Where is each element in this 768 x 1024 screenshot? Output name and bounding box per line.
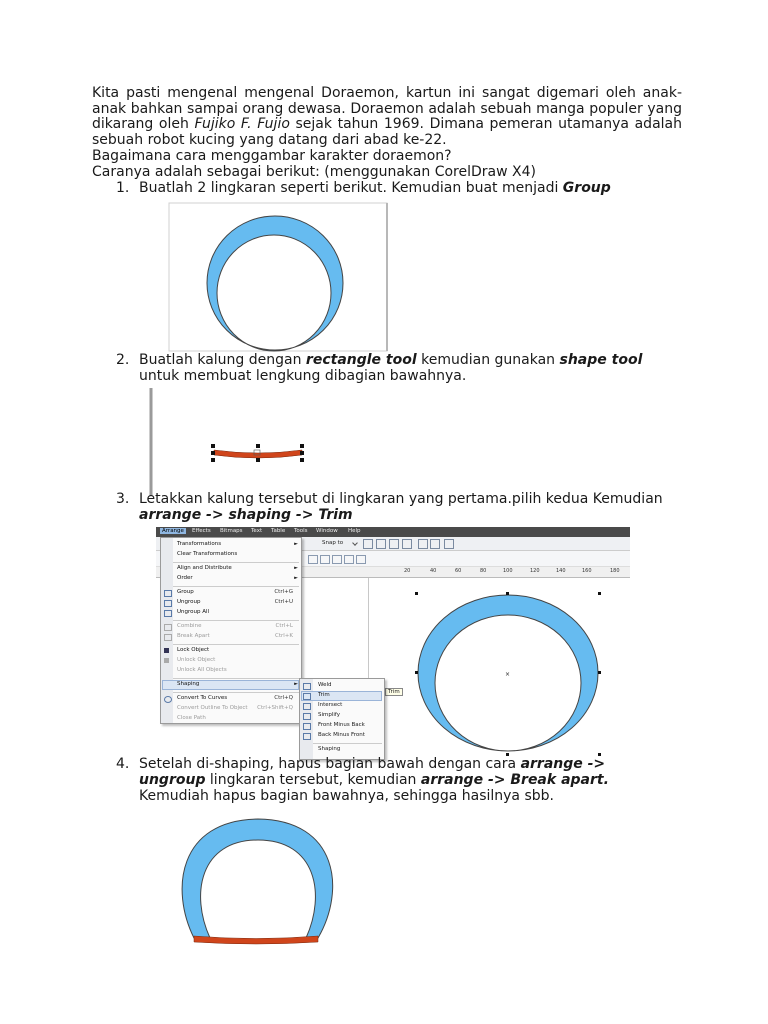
submenu-item-simplify[interactable]: Simplify xyxy=(318,712,341,718)
menu-item-ungroup-all[interactable]: Ungroup All xyxy=(177,609,210,615)
step-3-number: 3. xyxy=(116,491,130,507)
center-mark: × xyxy=(505,671,511,678)
ruler-label: 100 xyxy=(503,568,513,574)
break-apart-icon xyxy=(164,634,172,641)
menu-item-group[interactable]: Group xyxy=(177,589,194,595)
lock-icon xyxy=(164,648,169,653)
author-name: Fujiko F. Fujio xyxy=(194,116,290,133)
necklace-shape xyxy=(214,450,302,458)
submenu-item-intersect[interactable]: Intersect xyxy=(318,702,343,708)
step-3-text: Letakkan kalung tersebut di lingkaran yang pertama.pilih kedua Kemudian arrange -> shaping -> Trim xyxy=(139,491,663,523)
menu-bar xyxy=(156,527,630,537)
submenu-item-back-minus-front[interactable]: Back Minus Front xyxy=(318,732,365,738)
step-4-number: 4. xyxy=(116,756,130,772)
snap-to-dropdown[interactable]: Snap to xyxy=(322,540,344,546)
necklace-bottom xyxy=(194,936,318,944)
step-1-number: 1. xyxy=(116,180,130,196)
ruler-label: 140 xyxy=(556,568,566,574)
arch-shape xyxy=(182,819,333,938)
menu-item-close-path[interactable]: Close Path xyxy=(177,715,206,721)
unlock-icon xyxy=(164,658,169,663)
menu-item-convert-curves[interactable]: Convert To Curves xyxy=(177,695,228,701)
menu-item-break-apart[interactable]: Break Apart xyxy=(177,633,210,639)
ruler-label: 60 xyxy=(455,568,462,574)
ungroup-icon xyxy=(164,600,172,607)
intersect-icon xyxy=(303,703,311,710)
convert-curves-icon xyxy=(164,696,172,703)
ruler-label: 40 xyxy=(430,568,437,574)
submenu-trim-highlight xyxy=(301,691,382,701)
step-1-figure xyxy=(168,202,390,352)
tooltip-trim: Trim xyxy=(385,688,403,696)
question-line: Bagaimana cara menggambar karakter doraemon? xyxy=(92,148,452,164)
trim-icon xyxy=(303,693,311,700)
shaping-submenu xyxy=(299,678,385,760)
simplify-icon xyxy=(303,713,311,720)
menu-item-unlock-all[interactable]: Unlock All Objects xyxy=(177,667,227,673)
ruler-label: 120 xyxy=(530,568,540,574)
menu-window[interactable]: Window xyxy=(316,528,338,534)
group-icon xyxy=(164,590,172,597)
ruler-label: 180 xyxy=(610,568,620,574)
combine-icon xyxy=(164,624,172,631)
menu-tools[interactable]: Tools xyxy=(294,528,308,534)
menu-item-clear-transformations[interactable]: Clear Transformations xyxy=(177,551,238,557)
weld-icon xyxy=(303,683,311,690)
submenu-item-shaping[interactable]: Shaping xyxy=(318,746,341,752)
menu-item-lock-object[interactable]: Lock Object xyxy=(177,647,210,653)
intro-paragraph: Kita pasti mengenal mengenal Doraemon, kartun ini sangat digemari oleh anak-anak bahkan sampai orang dewasa. Doraemon adalah sebuah manga populer yang dikarang oleh Fujiko F. Fujio sejak tahun 1969. Dimana pemeran utamanya adalah sebuah robot kucing yang datang dari abad ke-22. xyxy=(92,85,682,148)
ruler-label: 160 xyxy=(582,568,592,574)
menu-item-combine[interactable]: Combine xyxy=(177,623,202,629)
ungroup-all-icon xyxy=(164,610,172,617)
menu-bitmaps[interactable]: Bitmaps xyxy=(220,528,243,534)
menu-item-unlock-object[interactable]: Unlock Object xyxy=(177,657,216,663)
submenu-item-front-minus-back[interactable]: Front Minus Back xyxy=(318,722,365,728)
menu-item-ungroup[interactable]: Ungroup xyxy=(177,599,201,605)
menu-text[interactable]: Text xyxy=(251,528,263,534)
menu-item-shaping[interactable]: Shaping xyxy=(177,681,200,687)
menu-item-convert-outline[interactable]: Convert Outline To Object xyxy=(177,705,248,711)
arrange-menu: Transformations ► Clear Transformations Align and Distribute ► Order ► Group Ctrl+G Ungroup Ctrl+U Ungroup All Combine Ctrl+L Break Apart Ctrl+K Lock Object Unlock Object Unlock All Objects Shaping ► Convert To Curves Ctrl+Q Convert Outline To Object Ctrl+Shift+Q Close Path xyxy=(160,537,302,724)
menu-help[interactable]: Help xyxy=(348,528,361,534)
menu-arrange[interactable]: Arrange xyxy=(162,528,184,534)
back-minus-front-icon xyxy=(303,733,311,740)
submenu-item-trim[interactable]: Trim xyxy=(318,692,330,698)
step-1-text: Buatlah 2 lingkaran seperti berikut. Kemudian buat menjadi Group xyxy=(139,180,611,196)
submenu-item-weld[interactable]: Weld xyxy=(318,682,332,688)
front-minus-back-icon xyxy=(303,723,311,730)
ruler-label: 20 xyxy=(404,568,411,574)
step-2-text: Buatlah kalung dengan rectangle tool kemudian gunakan shape tool untuk membuat lengkung dibagian bawahnya. xyxy=(139,352,643,384)
menu-item-order[interactable]: Order xyxy=(177,575,193,581)
menu-item-transformations[interactable]: Transformations xyxy=(177,541,222,547)
step-4-figure xyxy=(168,810,348,950)
step-2-figure xyxy=(146,388,316,498)
ruler-label: 80 xyxy=(480,568,487,574)
canvas-drawing xyxy=(406,587,616,759)
step-4-text: Setelah di-shaping, hapus bagian bawah dengan cara arrange -> ungroup lingkaran tersebut, kemudian arrange -> Break apart. Kemudiah hapus bagian bawahnya, sehingga hasilnya sbb. xyxy=(139,756,609,804)
menu-item-align-distribute[interactable]: Align and Distribute xyxy=(177,565,232,571)
step-2-number: 2. xyxy=(116,352,130,368)
menu-table[interactable]: Table xyxy=(271,528,286,534)
how-line: Caranya adalah sebagai berikut: (menggunakan CorelDraw X4) xyxy=(92,164,536,180)
menu-effects[interactable]: Effects xyxy=(192,528,211,534)
